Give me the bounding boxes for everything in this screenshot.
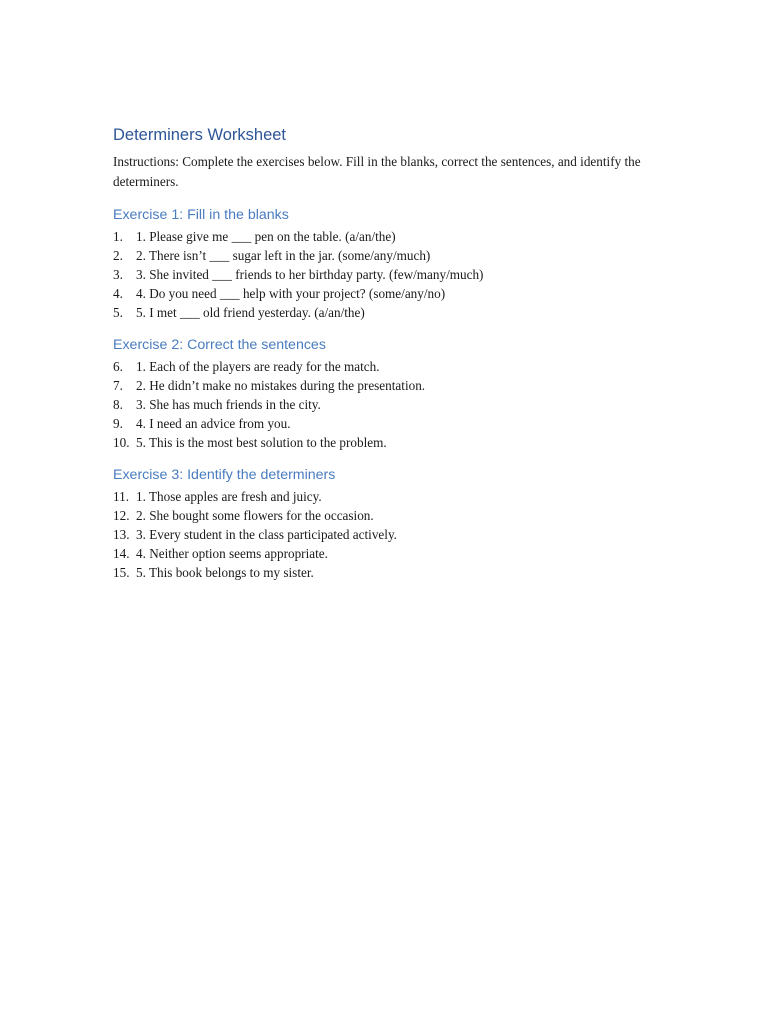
exercise-3-list — [113, 487, 673, 582]
list-item — [113, 563, 673, 582]
list-number: 12. — [113, 508, 130, 523]
list-text: 1. Each of the players are ready for the match. — [136, 359, 380, 374]
exercise-2-list — [113, 357, 673, 452]
exercise-3-heading: Exercise 3: Identify the determiners — [113, 467, 336, 483]
list-number: 9. — [113, 416, 123, 431]
list-number: 10. — [113, 435, 130, 450]
list-text: 2. She bought some flowers for the occasion. — [136, 508, 374, 523]
list-text: 2. He didn’t make no mistakes during the presentation. — [136, 378, 426, 393]
list-text: 4. Neither option seems appropriate. — [136, 546, 328, 561]
list-item — [113, 246, 673, 265]
list-number: 6. — [113, 359, 123, 374]
instructions-text: Instructions: Complete the exercises below. Fill in the blanks, correct the sentences, and identify the determiners. — [113, 154, 641, 189]
list-number: 7. — [113, 378, 123, 393]
list-text: 3. Every student in the class participated actively. — [136, 527, 397, 542]
list-number: 3. — [113, 267, 123, 282]
list-number: 8. — [113, 397, 123, 412]
list-number: 13. — [113, 527, 130, 542]
document-page — [113, 124, 673, 595]
list-number: 1. — [113, 229, 123, 244]
list-text: 1. Those apples are fresh and juicy. — [136, 489, 322, 504]
list-number: 15. — [113, 565, 130, 580]
list-item — [113, 227, 673, 246]
list-text: 5. This book belongs to my sister. — [136, 565, 314, 580]
list-item — [113, 433, 673, 452]
exercise-1-list — [113, 227, 673, 322]
list-text: 2. There isn’t ___ sugar left in the jar. (some/any/much) — [136, 248, 431, 263]
list-text: 3. She invited ___ friends to her birthday party. (few/many/much) — [136, 267, 484, 282]
exercise-1-heading: Exercise 1: Fill in the blanks — [113, 207, 289, 223]
list-number: 5. — [113, 305, 123, 320]
list-number: 11. — [113, 489, 129, 504]
list-item — [113, 525, 673, 544]
list-item — [113, 487, 673, 506]
list-text: 4. I need an advice from you. — [136, 416, 291, 431]
list-text: 4. Do you need ___ help with your project? (some/any/no) — [136, 286, 446, 301]
exercise-2-heading: Exercise 2: Correct the sentences — [113, 337, 326, 353]
list-text: 5. I met ___ old friend yesterday. (a/an/the) — [136, 305, 365, 320]
list-text: 3. She has much friends in the city. — [136, 397, 321, 412]
list-item — [113, 303, 673, 322]
list-item — [113, 544, 673, 563]
list-item — [113, 376, 673, 395]
list-item — [113, 265, 673, 284]
list-text: 5. This is the most best solution to the problem. — [136, 435, 387, 450]
list-item — [113, 357, 673, 376]
list-text: 1. Please give me ___ pen on the table. (a/an/the) — [136, 229, 396, 244]
list-item — [113, 284, 673, 303]
list-number: 2. — [113, 248, 123, 263]
document-title: Determiners Worksheet — [113, 126, 287, 144]
list-number: 4. — [113, 286, 123, 301]
list-item — [113, 414, 673, 433]
list-number: 14. — [113, 546, 130, 561]
list-item — [113, 395, 673, 414]
list-item — [113, 506, 673, 525]
